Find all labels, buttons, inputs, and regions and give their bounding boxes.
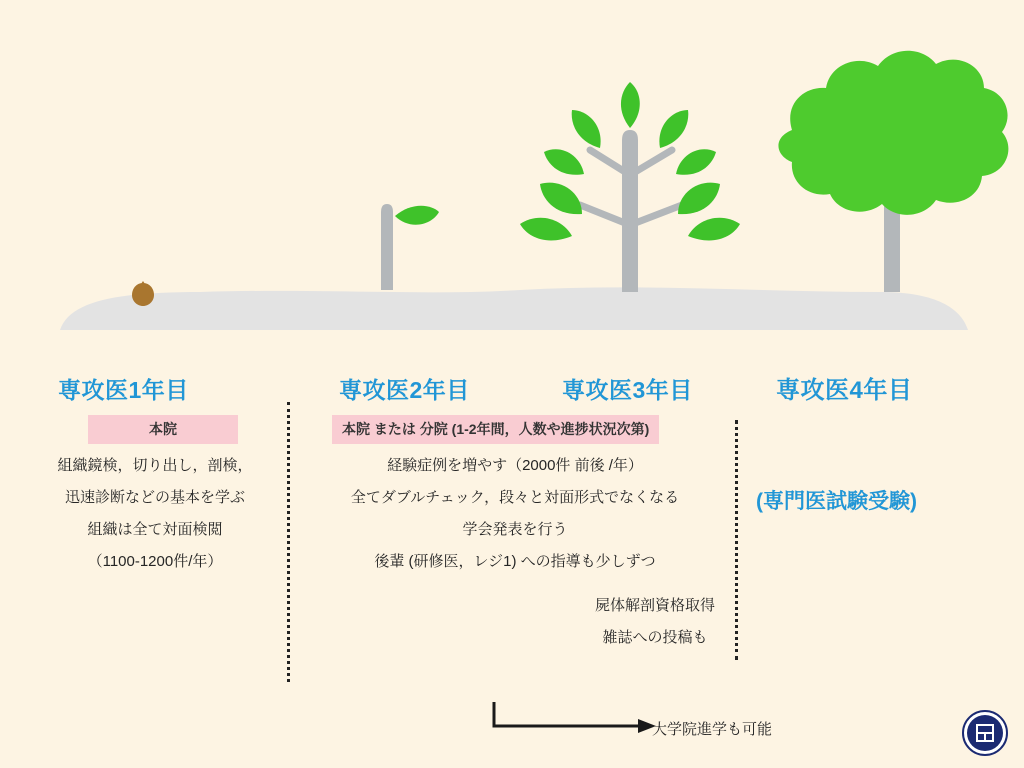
year1-description bbox=[30, 450, 280, 578]
year4-title: 専攻医4年目 bbox=[776, 377, 913, 404]
mature-tree-icon bbox=[778, 51, 1008, 292]
sprout-icon bbox=[381, 172, 439, 290]
ground-icon bbox=[60, 287, 968, 330]
year1-line-2: 迅速診断などの基本を学ぶ bbox=[64, 489, 245, 506]
graduate-school-note: 大学院進学も可能 bbox=[652, 721, 773, 738]
year1-line-3: 組織は全て対面検閲 bbox=[87, 521, 223, 538]
year2-line-3: 学会発表を行う bbox=[462, 521, 568, 538]
year2-line-2: 全てダブルチェック，段々と対面形式でなくなる bbox=[350, 489, 680, 506]
year2-line-1: 経験症例を増やす（2000件 前後 /年） bbox=[387, 457, 643, 474]
year1-hospital-tag: 本院 bbox=[88, 415, 238, 444]
year2-description bbox=[300, 450, 730, 578]
seed-icon bbox=[132, 281, 154, 306]
year1-title: 専攻医1年目 bbox=[58, 377, 189, 403]
year2-title: 専攻医2年目 bbox=[339, 377, 470, 403]
year1-line-1: 組織鏡検，切り出し，剖検， bbox=[57, 457, 253, 474]
year3-description bbox=[530, 590, 780, 654]
growth-scenery bbox=[0, 0, 1024, 360]
separator-year3-year4 bbox=[735, 420, 738, 660]
year3-title: 専攻医3年目 bbox=[562, 377, 693, 403]
young-tree-icon bbox=[520, 82, 740, 292]
year1-line-4: （1100-1200件/年） bbox=[87, 553, 223, 570]
year3-line-1: 屍体解剖資格取得 bbox=[594, 597, 715, 614]
university-logo-icon bbox=[962, 710, 1008, 756]
separator-year1-year2 bbox=[287, 402, 290, 682]
year3-line-2: 雑誌への投稿も bbox=[602, 629, 708, 646]
year2-hospital-tag: 本院 または 分院 (1-2年間，人数や進捗状況次第) bbox=[332, 415, 659, 444]
arrow-icon bbox=[490, 700, 670, 740]
year2-line-4: 後輩 (研修医，レジ1) への指導も少しずつ bbox=[374, 553, 656, 570]
specialist-exam-note: (専門医試験受験) bbox=[756, 490, 917, 513]
